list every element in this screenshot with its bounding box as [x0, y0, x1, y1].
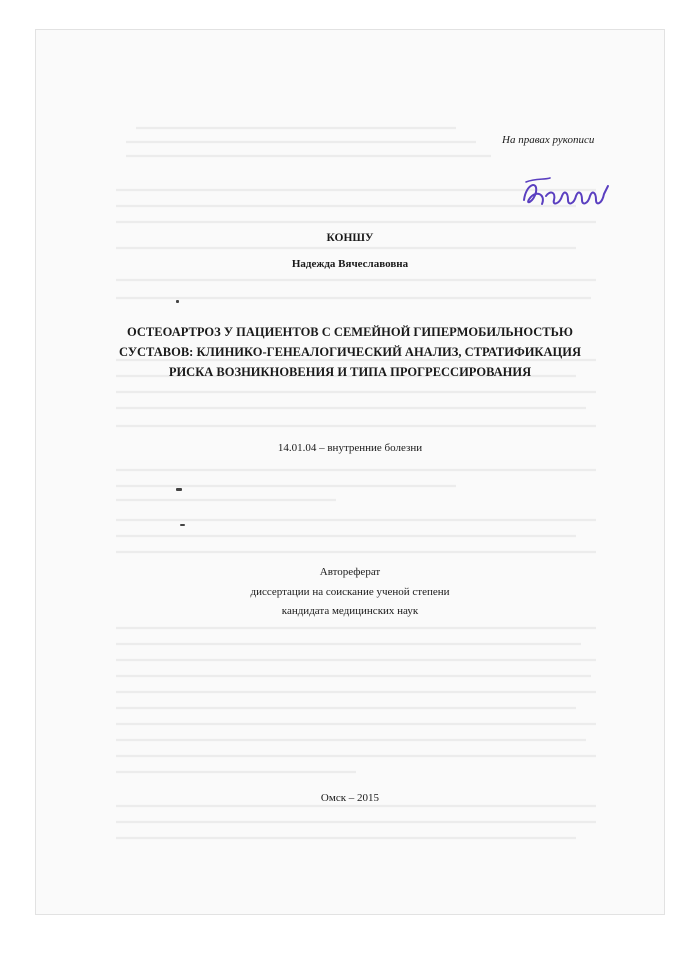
print-speck	[180, 524, 185, 526]
title-line: СУСТАВОВ: КЛИНИКО-ГЕНЕАЛОГИЧЕСКИЙ АНАЛИЗ, СТРАТИФИКАЦИЯ	[118, 345, 581, 359]
document-title	[96, 322, 604, 382]
dissertation-line: диссертации на соискание ученой степени	[250, 586, 450, 598]
specialty-code: 14.01.04 – внутренние болезни	[277, 442, 423, 454]
author-name: Надежда Вячеславовна	[291, 258, 409, 270]
print-speck	[176, 300, 179, 303]
show-through-texture	[36, 30, 664, 914]
print-speck	[176, 488, 182, 491]
title-line: РИСКА ВОЗНИКНОВЕНИЯ И ТИПА ПРОГРЕССИРОВАНИЯ	[168, 365, 532, 379]
place-and-year: Омск – 2015	[320, 792, 380, 804]
author-surname: КОНШУ	[326, 232, 374, 244]
handwritten-signature	[516, 170, 616, 218]
rights-note: На правах рукописи	[502, 134, 595, 146]
title-line: ОСТЕОАРТРОЗ У ПАЦИЕНТОВ С СЕМЕЙНОЙ ГИПЕРМОБИЛЬНОСТЬЮ	[127, 325, 573, 339]
degree-line: кандидата медицинских наук	[281, 605, 419, 617]
document-page	[36, 30, 664, 914]
document-type: Автореферат	[319, 566, 381, 578]
